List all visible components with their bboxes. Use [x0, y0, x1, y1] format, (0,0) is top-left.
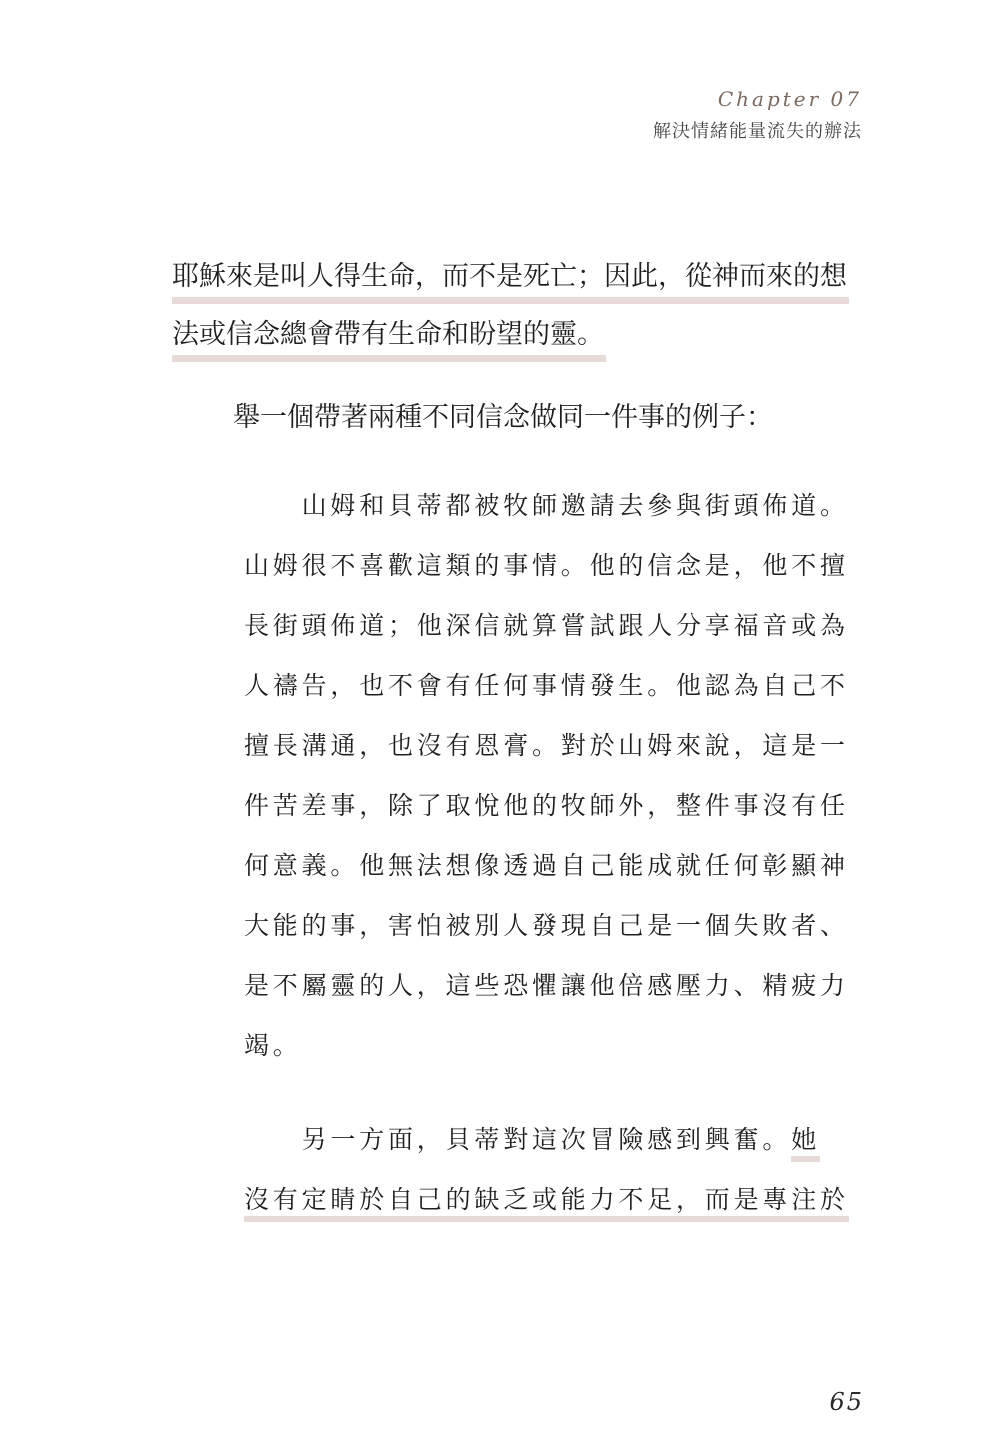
chapter-title: 解決情緒能量流失的辦法: [653, 121, 862, 142]
body-line: 人禱告，也不會有任何事情發生。他認為自己不: [244, 671, 849, 700]
body-line: 竭。: [244, 1031, 302, 1060]
pullquote-line-1: 耶穌來是叫人得生命，而不是死亡；因此，從神而來的想: [172, 259, 849, 304]
body-line: 山姆很不喜歡這類的事情。他的信念是，他不擅: [244, 551, 849, 580]
body-line: [244, 1180, 849, 1240]
lead-sentence: 舉一個帶著兩種不同信念做同一件事的例子：: [233, 402, 773, 433]
chapter-label: Chapter 07: [717, 87, 862, 111]
page-number: 65: [829, 1388, 864, 1416]
body-text: 另一方面，貝蒂對這次冒險感到興奮。: [244, 1125, 792, 1154]
running-header: [653, 84, 862, 146]
pullquote-line-2: 法或信念總會帶有生命和盼望的靈。: [172, 317, 606, 362]
highlighted-pullquote: [172, 258, 862, 374]
body-line: 件苦差事，除了取悅他的牧師外，整件事沒有任: [244, 791, 849, 820]
body-paragraph-2: [244, 1120, 849, 1240]
highlighted-text: 沒有定睛於自己的缺乏或能力不足，而是專注於: [244, 1185, 849, 1222]
body-line: [244, 1120, 821, 1180]
body-line: 長街頭佈道；他深信就算嘗試跟人分享福音或為: [244, 611, 849, 640]
body-line: 大能的事，害怕被別人發現自己是一個失敗者、: [244, 911, 849, 940]
body-line: 山姆和貝蒂都被牧師邀請去參與街頭佈道。: [244, 491, 849, 520]
body-paragraph-1: [244, 486, 849, 1086]
body-line: 擅長溝通，也沒有恩膏。對於山姆來說，這是一: [244, 731, 849, 760]
body-line: 何意義。他無法想像透過自己能成就任何彰顯神: [244, 851, 849, 880]
body-line: 是不屬靈的人，這些恐懼讓他倍感壓力、精疲力: [244, 971, 849, 1000]
pullquote-line: [172, 316, 862, 374]
pullquote-line: [172, 258, 862, 316]
highlighted-text: 她: [791, 1125, 820, 1162]
